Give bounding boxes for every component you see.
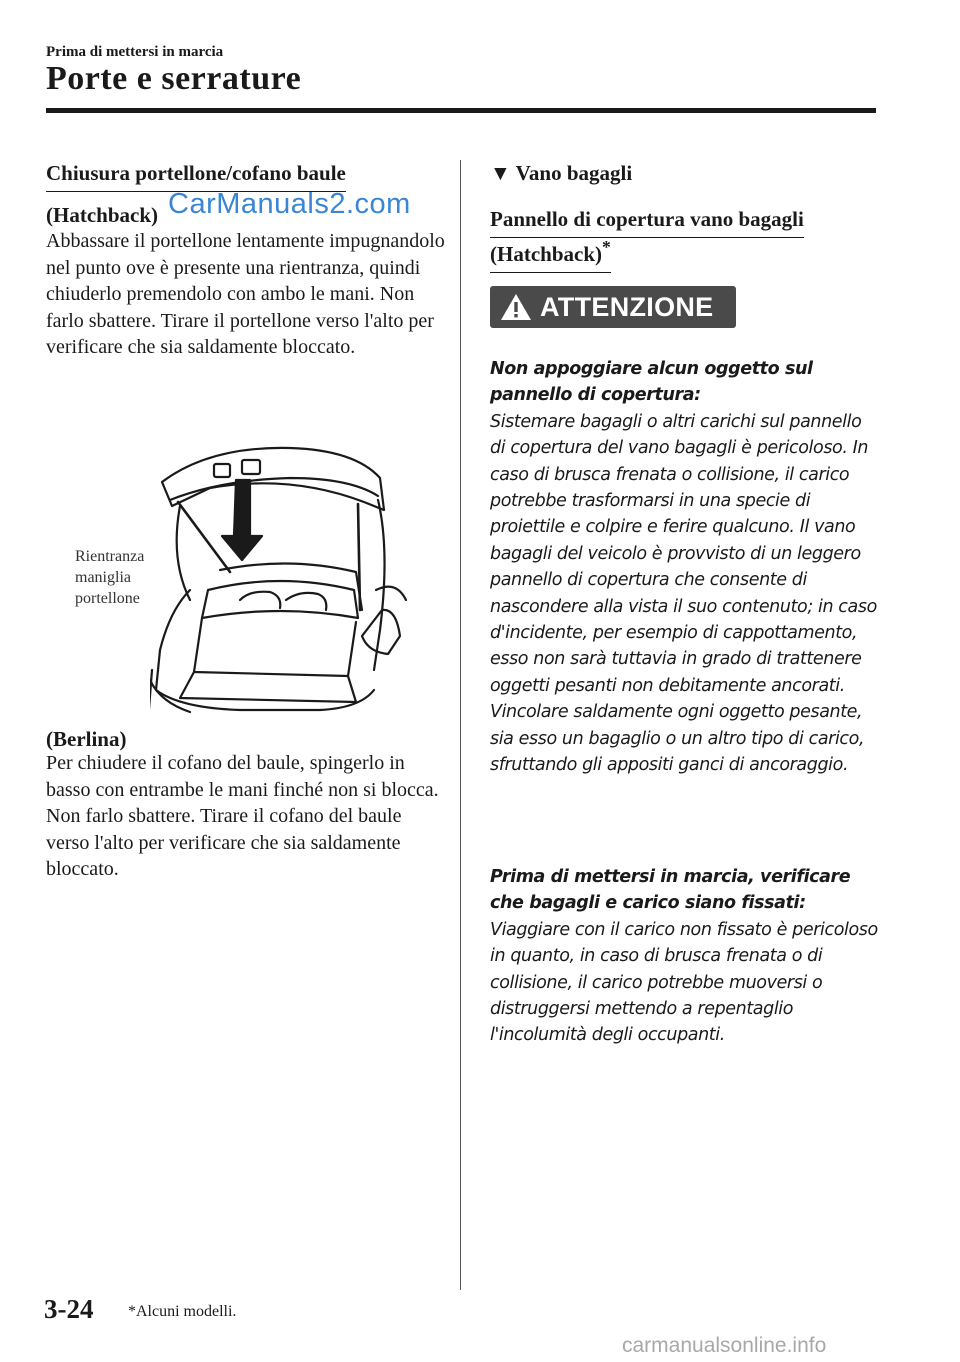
hatchback-paragraph: Abbassare il portellone lentamente impugnandolo nel punto ove è presente una rientranza, quindi chiuderlo premendolo con ambo le mani. Non farlo sbattere. Tirare il portellone verso l'alto per verificare che sia saldamente bloccato.: [46, 230, 445, 358]
cover-heading-text-1: Pannello di copertura vano bagagli: [490, 204, 804, 238]
site-watermark: carmanualsonline.info: [622, 1334, 827, 1357]
left-heading-text: Chiusura portellone/cofano baule: [46, 158, 346, 192]
warning-block-2: [490, 864, 880, 1049]
figure-label: [75, 546, 144, 609]
cover-heading-hatchback: (Hatchback): [490, 242, 602, 266]
figure-label-line-2: maniglia: [75, 569, 131, 586]
warning-triangle-icon: [500, 292, 532, 322]
sedan-paragraph: Per chiudere il cofano del baule, spingerlo in basso con entrambe le mani finché non si blocca. Non farlo sbattere. Tirare il cofano del baule verso l'alto per verificare che sia saldamente bloccato.: [46, 752, 439, 880]
warning-1-text: Sistemare bagagli o altri carichi sul pannello di copertura del vano bagagli è pericoloso. In caso di brusca frenata o collisione, il carico potrebbe trasformarsi in una specie di proiettile e colpire e ferire qualcuno. Il vano bagagli del veicolo è provvisto di un leggero pannello di copertura che consente di nascondere alla vista il suo contenuto; in caso d'incidente, per esempio di cappottamento, esso non sarà tuttavia in grado di trattenere oggetti pesanti non debitamente ancorati. Vincolare saldamente ogni oggetto pesante, sia esso un bagaglio o un altro tipo di carico, sfruttando gli appositi ganci di ancoraggio.: [490, 411, 877, 776]
warning-title: ATTENZIONE: [540, 291, 714, 322]
luggage-heading: [490, 158, 632, 188]
section-header: Prima di mettersi in marcia: [46, 44, 224, 60]
sedan-heading: (Berlina): [46, 727, 127, 751]
figure-label-line-3: portellone: [75, 590, 140, 607]
page-title: Porte e serrature: [46, 60, 302, 97]
figure-label-line-1: Rientranza: [75, 548, 145, 565]
triangle-down-icon: ▼: [490, 161, 511, 185]
cover-heading-text-2: [490, 232, 611, 273]
warning-1-heading: Non appoggiare alcun oggetto sul pannello di copertura:: [490, 359, 813, 406]
handle-recess-right: [242, 460, 260, 474]
left-heading: [46, 158, 346, 192]
liftgate-illustration: [150, 440, 412, 722]
handle-recess-left: [214, 464, 230, 477]
warning-2-text: Viaggiare con il carico non fissato è pericoloso in quanto, in caso di brusca frenata o di collisione, il carico potrebbe muoversi o distruggersi mettendo a repentaglio l'incolumità degli occupanti.: [490, 919, 878, 1046]
asterisk-mark: *: [602, 237, 611, 257]
footnote: *Alcuni modelli.: [128, 1303, 237, 1320]
header-rule: [46, 108, 876, 113]
warning-banner: [490, 286, 736, 328]
page-number: 3-24: [44, 1294, 94, 1324]
warning-block-1: [490, 356, 880, 779]
hatchback-heading: (Hatchback): [46, 203, 158, 227]
column-divider: [460, 160, 461, 1290]
warning-2-heading: Prima di mettersi in marcia, verificare che bagagli e carico siano fissati:: [490, 867, 851, 914]
push-arrow: [222, 480, 262, 560]
cover-heading-line-2: [490, 232, 611, 273]
luggage-heading-text: Vano bagagli: [515, 161, 633, 185]
body-outline: [156, 590, 374, 710]
watermark-link[interactable]: CarManuals2.com: [168, 188, 411, 220]
